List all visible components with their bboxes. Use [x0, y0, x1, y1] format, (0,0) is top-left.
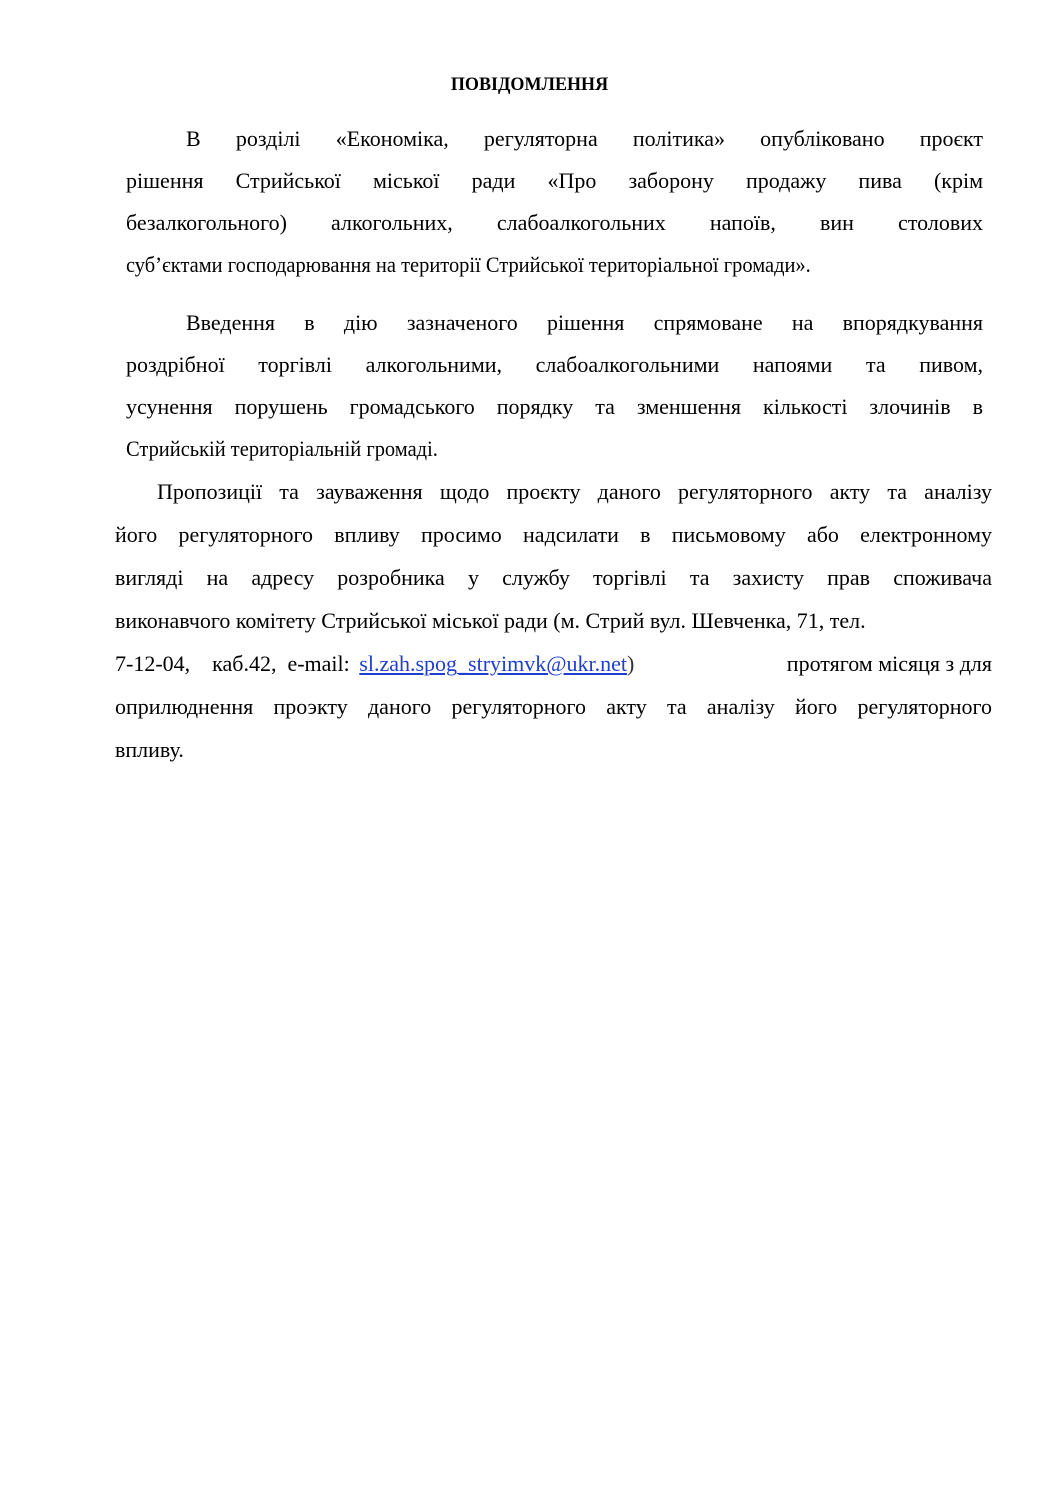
paragraph-3-line-1: Пропозиції та зауваження щодо проєкту даного регуляторного акту та аналізу	[157, 479, 992, 504]
contact-prefix: 7-12-04, каб.42, e-mail:	[115, 651, 356, 676]
paragraph-1-line-4: суб’єктами господарювання на території Стрийської територіальної громади».	[126, 252, 811, 277]
paragraph-3-line-3: вигляді на адресу розробника у службу торгівлі та захисту прав споживача	[115, 565, 992, 590]
paragraph-3-line-4: виконавчого комітету Стрийської міської ради (м. Стрий вул. Шевченка, 71, тел.	[115, 608, 866, 633]
paragraph-2-line-3: усунення порушень громадського порядку та зменшення кількості злочинів в	[126, 394, 983, 419]
paragraph-2-line-1: Введення в дію зазначеного рішення спрямоване на впорядкування	[186, 310, 983, 335]
paragraph-3-line-2: його регуляторного впливу просимо надсилати в письмовому або електронному	[115, 522, 992, 547]
paragraph-2-line-2: роздрібної торгівлі алкогольними, слабоалкогольними напоями та пивом,	[126, 352, 983, 377]
paragraph-3-line-7: впливу.	[115, 737, 184, 762]
paragraph-1-line-3: безалкогольного) алкогольних, слабоалкогольних напоїв, вин столових	[126, 210, 983, 235]
close-paren: )	[627, 651, 635, 676]
contact-suffix: протягом місяця з для	[781, 651, 992, 676]
contact-line	[115, 651, 992, 677]
document-title: ПОВІДОМЛЕННЯ	[450, 74, 609, 95]
contact-rest	[355, 651, 992, 677]
paragraph-2-line-4: Стрийській територіальній громаді.	[126, 436, 438, 461]
paragraph-1-line-2: рішення Стрийської міської ради «Про заборону продажу пива (крім	[126, 168, 983, 193]
email-link[interactable]: sl.zah.spog_stryimvk@ukr.net	[359, 651, 628, 676]
paragraph-3-line-6: оприлюднення проэкту даного регуляторного акту та аналізу його регуляторного	[115, 694, 992, 719]
paragraph-1-line-1: В розділі «Економіка, регуляторна політика» опубліковано проєкт	[186, 126, 983, 151]
